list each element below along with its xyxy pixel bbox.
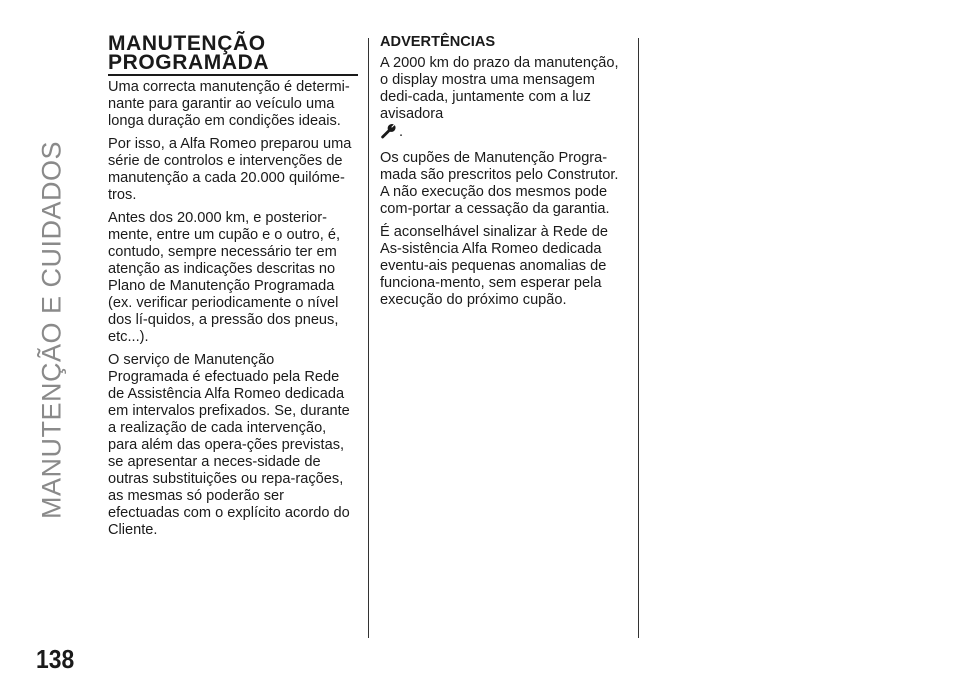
section-title (108, 34, 358, 76)
warning-intro-text: A 2000 km do prazo da manutenção, o display mostra uma mensagem dedi-cada, juntamente com a luz avisadora (380, 55, 619, 122)
paragraph-plan: Por isso, a Alfa Romeo preparou uma série de controlos e intervenções de manutenção a cada 20.000 quilóme-tros. (108, 136, 352, 203)
warning-end-text: . (399, 124, 404, 140)
chapter-title-text: MANUTENÇÃO E CUIDADOS (36, 140, 67, 520)
section-title-line-2: PROGRAMADA (108, 51, 270, 74)
column-divider-1 (368, 38, 369, 638)
warnings-heading: ADVERTÊNCIAS (380, 34, 496, 50)
paragraph-coupons: Os cupões de Manutenção Progra-mada são prescritos pelo Construtor. A não execução dos mesmos pode com-portar a cessação da garantia. (380, 150, 619, 217)
paragraph-service: O serviço de Manutenção Programada é efectuado pela Rede de Assistência Alfa Romeo dedicada em intervalos prefixados. Se, durante a realização de cada intervenção, para além das opera-ções previstas, se apresentar a neces-sidade de outras substituições ou repa-rações, as mesmas só poderão ser efectuadas com o explícito acordo do Cliente. (108, 352, 350, 538)
paragraph-warning-display (380, 55, 630, 144)
wrench-icon (380, 123, 396, 144)
left-column (108, 34, 358, 545)
paragraph-intro: Uma correcta manutenção é determi-nante para garantir ao veículo uma longa duração em condições ideais. (108, 79, 350, 129)
column-divider-2 (638, 38, 639, 638)
right-column (380, 34, 630, 315)
page-number: 138 (36, 644, 75, 674)
section-title-line-1: MANUTENÇÃO (108, 32, 266, 55)
paragraph-checks: Antes dos 20.000 km, e posterior-mente, entre um cupão e o outro, é, contudo, sempre necessário ter em atenção as indicações descritas no Plano de Manutenção Programada (ex. verificar periodicamente o nível dos lí-quidos, a pressão dos pneus, etc...). (108, 210, 341, 345)
paragraph-anomalies: É aconselhável sinalizar à Rede de As-sistência Alfa Romeo dedicada eventu-ais pequenas anomalias de funciona-mento, sem esperar pela execução do próximo cupão. (380, 224, 608, 308)
